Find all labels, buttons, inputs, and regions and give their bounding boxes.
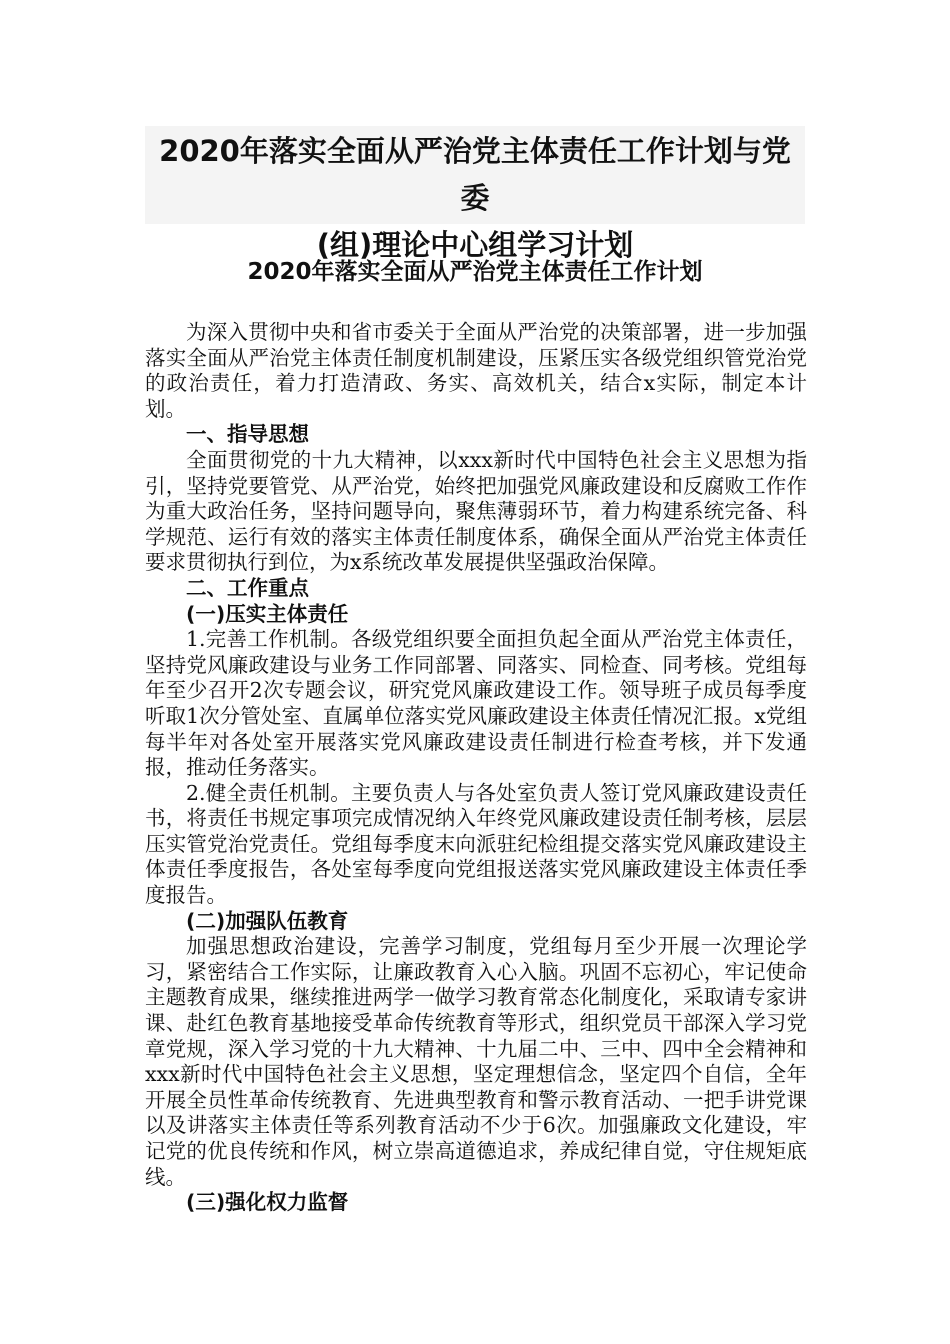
- heading-power-supervision: (三)强化权力监督: [186, 1190, 349, 1215]
- work-mechanism-paragraph: 1.完善工作机制。各级党组织要全面担负起全面从严治党主体责任，坚持党风廉政建设与业务工作同部署、同落实、同检查、同考核。党组每年至少召开2次专题会议，研究党风廉政建设工作。领导班子成员每季度听取1次分管处室、直属单位落实党风廉政建设主体责任情况汇报。x党组每半年对各处室开展落实党风廉政建设责任制进行检查考核，并下发通报，推动任务落实。: [145, 627, 807, 780]
- section-title: 2020年落实全面从严治党主体责任工作计划: [247, 259, 703, 285]
- team-education-paragraph: 加强思想政治建设，完善学习制度，党组每月至少开展一次理论学习，紧密结合工作实际，让廉政教育入心入脑。巩固不忘初心，牢记使命主题教育成果，继续推进两学一做学习教育常态化制度化，采取请专家讲课、赴红色教育基地接受革命传统教育等形式，组织党员干部深入学习党章党规，深入学习党的十九大精神、十九届二中、三中、四中全会精神和xxx新时代中国特色社会主义思想，坚定理想信念，坚定四个自信，全年开展全员性革命传统教育、先进典型教育和警示教育活动、一把手讲党课以及讲落实主体责任等系列教育活动不少于6次。加强廉政文化建设，牢记党的优良传统和作风，树立崇高道德追求，养成纪律自觉，守住规矩底线。: [145, 934, 807, 1189]
- document-main-title: [145, 128, 805, 269]
- heading-work-focus: 二、工作重点: [186, 575, 309, 600]
- heading-main-responsibility: (一)压实主体责任: [186, 601, 349, 626]
- guiding-ideology-paragraph: 全面贯彻党的十九大精神，以xxx新时代中国特色社会主义思想为指引，坚持党要管党、从严治党，始终把加强党风廉政建设和反腐败工作作为重大政治任务，坚持问题导向，聚焦薄弱环节，着力构建系统完备、科学规范、运行有效的落实主体责任制度体系，确保全面从严治党主体责任要求贯彻执行到位，为x系统改革发展提供坚强政治保障。: [145, 447, 807, 575]
- main-title-line-1: 2020年落实全面从严治党主体责任工作计划与党委: [159, 134, 791, 215]
- intro-paragraph: 为深入贯彻中央和省市委关于全面从严治党的决策部署，进一步加强落实全面从严治党主体责任制度机制建设，压紧压实各级党组织管党治党的政治责任，着力打造清政、务实、高效机关，结合x实际，制定本计划。: [145, 320, 807, 421]
- heading-guiding-ideology: 一、指导思想: [186, 422, 309, 447]
- responsibility-mechanism-paragraph: 2.健全责任机制。主要负责人与各处室负责人签订党风廉政建设责任书，将责任书规定事项完成情况纳入年终党风廉政建设责任制考核，层层压实管党治党责任。党组每季度末向派驻纪检组提交落实党风廉政建设主体责任季度报告，各处室每季度向党组报送落实党风廉政建设主体责任季度报告。: [145, 780, 807, 908]
- heading-team-education: (二)加强队伍教育: [186, 908, 349, 933]
- document-body: [145, 320, 807, 1216]
- main-title-line-2: (组)理论中心组学习计划: [316, 228, 634, 262]
